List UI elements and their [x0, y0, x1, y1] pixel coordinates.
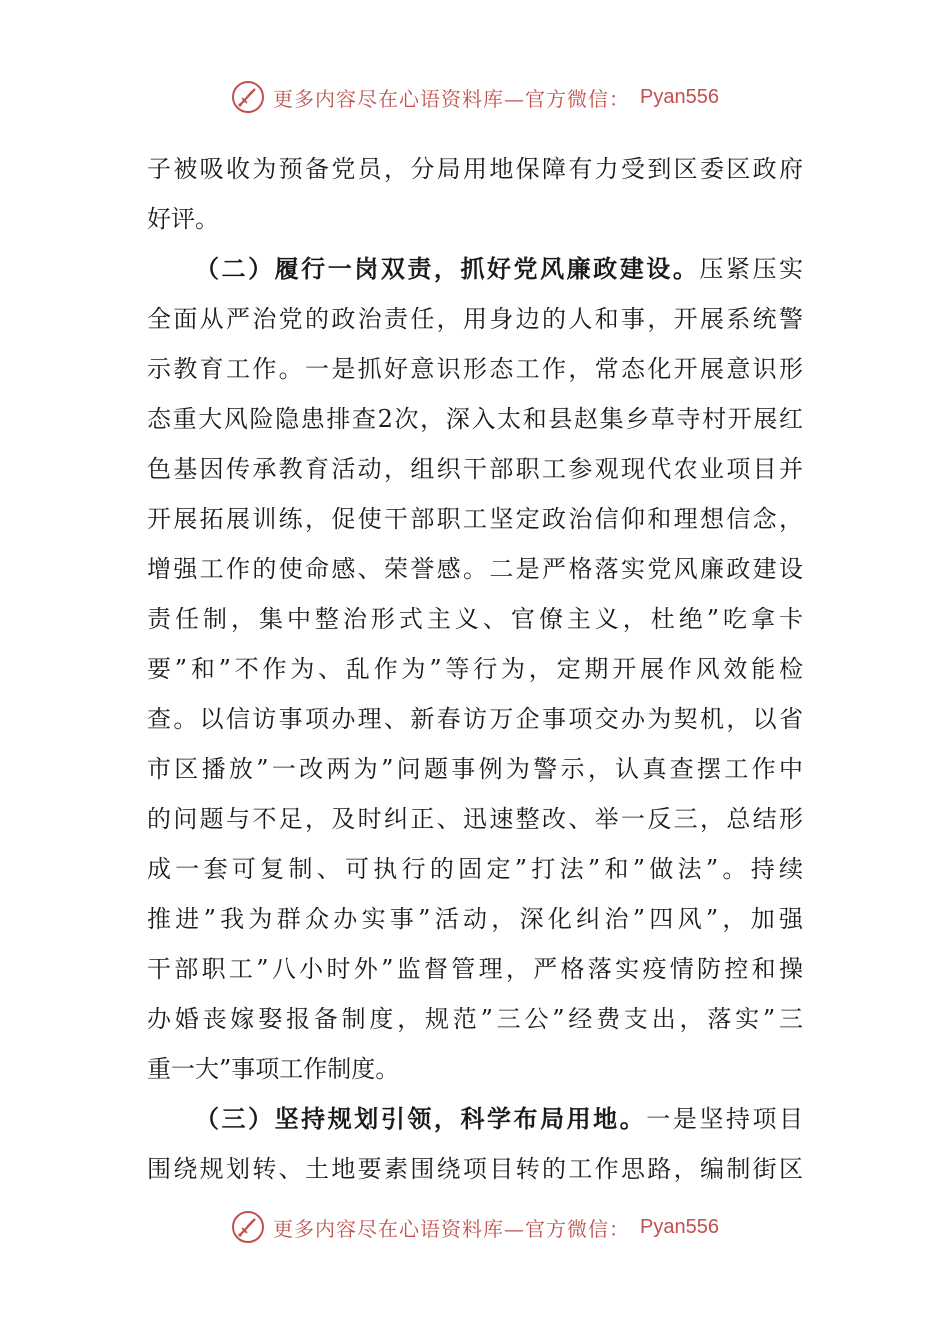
section-heading-line [147, 244, 803, 294]
watermark-header [0, 80, 950, 114]
text-line: 示教育工作。一是抓好意识形态工作，常态化开展意识形 [147, 355, 803, 383]
section-heading: （二）履行一岗双责，抓好党风廉政建设。 [195, 254, 700, 283]
text-line: 子被吸收为预备党员，分局用地保障有力受到区委区政府 [147, 155, 803, 183]
watermark-wechat-id: Pyan556 [640, 1215, 719, 1238]
text-line: 态重大风险隐患排查2次，深入太和县赵集乡草寺村开展红 [147, 405, 803, 433]
text-line: 增强工作的使命感、荣誉感。二是严格落实党风廉政建设 [147, 555, 803, 583]
watermark-footer [0, 1210, 950, 1244]
text-run: 一是坚持项目 [646, 1105, 804, 1133]
text-line: 成一套可复制、可执行的固定”打法”和”做法”。持续 [147, 855, 803, 883]
watermark-text: 更多内容尽在心语资料库—官方微信： [273, 1216, 631, 1241]
text-line: 重一大”事项工作制度。 [147, 1055, 400, 1083]
text-line: 开展拓展训练，促使干部职工坚定政治信仰和理想信念， [147, 505, 803, 533]
section-heading: （三）坚持规划引领，科学布局用地。 [195, 1104, 647, 1133]
pen-feather-icon [231, 80, 265, 114]
text-run: 压紧压实 [699, 255, 804, 283]
text-line: 推进”我为群众办实事”活动，深化纠治”四风”，加强 [147, 905, 803, 933]
text-line: 色基因传承教育活动，组织干部职工参观现代农业项目并 [147, 455, 803, 483]
pen-feather-icon [231, 1210, 265, 1244]
text-line: 全面从严治党的政治责任，用身边的人和事，开展系统警 [147, 305, 803, 333]
text-line: 围绕规划转、土地要素围绕项目转的工作思路，编制街区 [147, 1155, 803, 1183]
document-body [147, 144, 803, 1194]
watermark-text: 更多内容尽在心语资料库—官方微信： [273, 86, 631, 111]
section-heading-line [147, 1094, 803, 1144]
text-line: 要”和”不作为、乱作为”等行为，定期开展作风效能检 [147, 655, 803, 683]
text-line: 办婚丧嫁娶报备制度，规范”三公”经费支出，落实”三 [147, 1005, 803, 1033]
text-line: 查。以信访事项办理、新春访万企事项交办为契机，以省 [147, 705, 803, 733]
text-line: 好评。 [147, 205, 219, 233]
watermark-wechat-id: Pyan556 [640, 85, 719, 108]
text-line: 的问题与不足，及时纠正、迅速整改、举一反三，总结形 [147, 805, 803, 833]
text-line: 责任制，集中整治形式主义、官僚主义，杜绝”吃拿卡 [147, 605, 803, 633]
text-line: 干部职工”八小时外”监督管理，严格落实疫情防控和操 [147, 955, 803, 983]
text-line: 市区播放”一改两为”问题事例为警示，认真查摆工作中 [147, 755, 803, 783]
